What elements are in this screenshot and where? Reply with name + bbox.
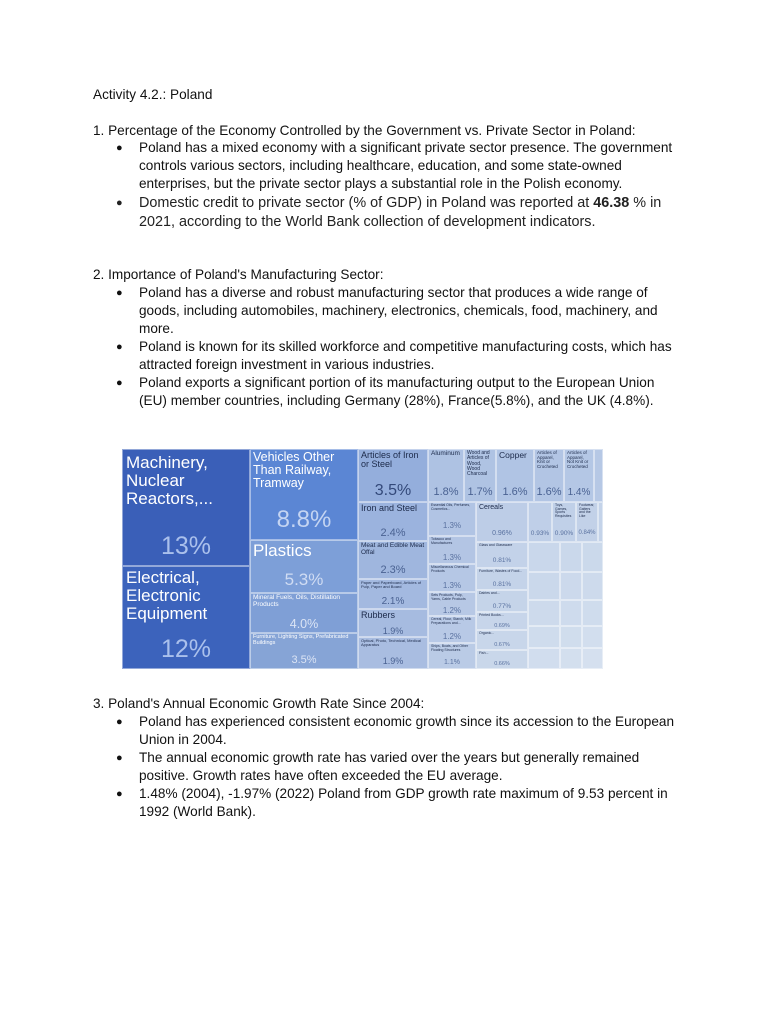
section-1-heading: 1. Percentage of the Economy Controlled by the Government vs. Private Sector in Poland: — [93, 123, 636, 138]
treemap-tile: Vehicles Other Than Railway, Tramway 8.8% — [250, 449, 358, 540]
treemap-tile — [582, 626, 603, 648]
treemap-tile — [560, 626, 582, 648]
treemap-tile — [528, 648, 560, 669]
treemap-tile: Wood and Articles of Wood, Wood Charcoal 1.7% — [464, 449, 496, 502]
section-2-heading: 2. Importance of Poland's Manufacturing Sector: — [93, 267, 384, 282]
treemap-tile: Plastics 5.3% — [250, 540, 358, 593]
treemap-tile: Aluminum 1.8% — [428, 449, 464, 502]
treemap-tile: Furniture, Wastes of Food... 0.81% — [476, 568, 528, 590]
treemap-tile: Tobacco and Manufactures 1.3% — [428, 536, 476, 564]
document-title: Activity 4.2.: Poland — [93, 87, 213, 102]
treemap-tile: Printed Books... 0.69% — [476, 612, 528, 630]
treemap-tile — [528, 542, 560, 572]
treemap-tile — [528, 626, 560, 648]
treemap-tile: Iron and Steel 2.4% — [358, 502, 428, 541]
export-treemap — [122, 449, 603, 669]
section-3-bullet-1: ● Poland has experienced consistent economic growth since its accession to the European Union in 2004. — [93, 713, 683, 749]
treemap-tile: Machinery, Nuclear Reactors,... 13% — [122, 449, 250, 566]
treemap-tile: Footwear, Gaiters and the Like 0.84% — [576, 502, 598, 542]
section-2-list — [93, 284, 683, 410]
treemap-tile: Glass and Glassware 0.81% — [476, 542, 528, 568]
treemap-tile — [528, 572, 560, 600]
section-2-bullet-2: ● Poland is known for its skilled workforce and competitive manufacturing costs, which has attracted foreign investment in various industries. — [93, 338, 683, 374]
treemap-tile — [560, 648, 582, 669]
treemap-tile — [560, 542, 582, 572]
section-1-bullet-1: ● Poland has a mixed economy with a significant private sector presence. The government controls various sectors, including healthcare, education, and some state-owned enterprises, but the private sector plays a substantial role in the Polish economy. — [93, 139, 683, 193]
treemap-tile — [528, 600, 560, 626]
section-3-bullet-2: ● The annual economic growth rate has varied over the years but generally remained positive. Growth rates have often exceeded the EU average. — [93, 749, 683, 785]
treemap-tile: Mineral Fuels, Oils, Distillation Products 4.0% — [250, 593, 358, 633]
treemap-tile: Electrical, Electronic Equipment 12% — [122, 566, 250, 669]
treemap-tile: Meat and Edible Meat Offal 2.3% — [358, 541, 428, 579]
section-1-list — [93, 139, 683, 232]
treemap-tile: Optical, Photo, Technical, Medical Apparatus 1.9% — [358, 637, 428, 669]
treemap-tile: Organic... 0.67% — [476, 630, 528, 650]
section-3-heading: 3. Poland's Annual Economic Growth Rate Since 2004: — [93, 696, 425, 711]
treemap-tile: Paper and Paperboard, Articles of Pulp, Paper and Board 2.1% — [358, 579, 428, 609]
treemap-tile: Essential Oils, Perfumes, Cosmetics... 1.3% — [428, 502, 476, 536]
section-3-list — [93, 713, 683, 821]
treemap-tile: Cereal, Flour, Starch, Milk Preparations and... 1.2% — [428, 616, 476, 643]
treemap-tile: Fish... 0.66% — [476, 650, 528, 669]
treemap-tile — [560, 600, 582, 626]
section-2-bullet-3: ● Poland exports a significant portion of its manufacturing output to the European Union (EU) member countries, including Germany (28%), France(5.8%), and the UK (4.8%). — [93, 374, 683, 410]
treemap-tile — [582, 572, 603, 600]
treemap-tile: Dairies and... 0.77% — [476, 590, 528, 612]
treemap-tile: Rubbers 1.9% — [358, 609, 428, 637]
treemap-tile — [598, 502, 603, 542]
treemap-tile: Articles of Apparel, Knit or Crocheted 1.6% — [534, 449, 564, 502]
treemap-tile: Sets Products, Pulp, Yarns, Cable Products 1.2% — [428, 592, 476, 616]
treemap-tile: Miscellaneous Chemical Products 1.3% — [428, 564, 476, 592]
treemap-tile — [582, 648, 603, 669]
treemap-tile — [560, 572, 582, 600]
treemap-tile: 0.93% — [528, 502, 552, 542]
section-2-bullet-1: ● Poland has a diverse and robust manufacturing sector that produces a wide range of goods, including automobiles, machinery, electronics, chemicals, food, machinery, and more. — [93, 284, 683, 338]
treemap-tile: Toys, Games, Sports Requisites 0.90% — [552, 502, 576, 542]
treemap-tile: Furniture, Lighting Signs, Prefabricated Buildings 3.5% — [250, 633, 358, 669]
treemap-tile: Articles of Apparel, Not Knit or Crocheted 1.4% — [564, 449, 594, 502]
treemap-tile — [582, 600, 603, 626]
treemap-tile: Articles of Iron or Steel 3.5% — [358, 449, 428, 502]
section-1-bullet-2: ● Domestic credit to private sector (% of GDP) in Poland was reported at 46.38 % in 2021, according to the World Bank collection of development indicators. — [93, 194, 683, 232]
treemap-tile: Copper 1.6% — [496, 449, 534, 502]
section-3-bullet-3: ● 1.48% (2004), -1.97% (2022) Poland from GDP growth rate maximum of 9.53 percent in 1992 (World Bank). — [93, 785, 683, 821]
treemap-tile — [594, 449, 603, 502]
treemap-tile: Ships, Boats, and Other Floating Structures 1.1% — [428, 643, 476, 669]
treemap-tile — [582, 542, 603, 572]
treemap-tile: Cereals 0.96% — [476, 502, 528, 542]
